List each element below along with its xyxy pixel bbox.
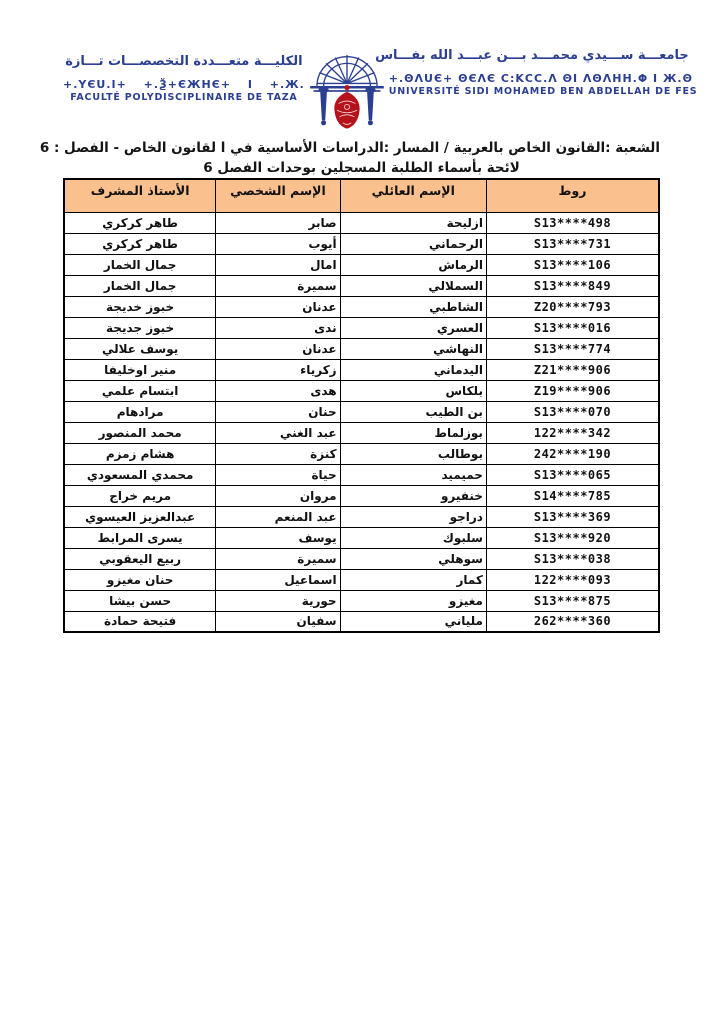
student-id: S13****106 — [486, 254, 659, 275]
student-family: خنفيرو — [340, 485, 486, 506]
student-id: S13****369 — [486, 506, 659, 527]
student-family: العسري — [340, 317, 486, 338]
student-supervisor: مريم خراج — [64, 485, 216, 506]
students-table — [63, 178, 660, 633]
student-supervisor: خبوز خديجة — [64, 296, 216, 317]
student-supervisor: حنان مغيزو — [64, 569, 216, 590]
student-id: S13****038 — [486, 548, 659, 569]
student-personal: عبد المنعم — [216, 506, 340, 527]
student-personal: كنزة — [216, 443, 340, 464]
student-id: 122****093 — [486, 569, 659, 590]
column-header-supervisor: الأستاذ المشرف — [64, 179, 216, 212]
student-family: بوطالب — [340, 443, 486, 464]
table-row — [64, 317, 659, 338]
student-personal: يوسف — [216, 527, 340, 548]
student-family: حميميد — [340, 464, 486, 485]
student-personal: سميرة — [216, 548, 340, 569]
table-row — [64, 485, 659, 506]
column-header-id: روط — [486, 179, 659, 212]
student-id: S13****849 — [486, 275, 659, 296]
student-personal: مروان — [216, 485, 340, 506]
student-family: كمار — [340, 569, 486, 590]
student-id: 242****190 — [486, 443, 659, 464]
student-supervisor: فتيحة حمادة — [64, 611, 216, 632]
student-supervisor: يوسف علالي — [64, 338, 216, 359]
letterhead — [63, 48, 698, 132]
student-id: 262****360 — [486, 611, 659, 632]
table-row — [64, 548, 659, 569]
student-family: مغيزو — [340, 590, 486, 611]
student-id: Z20****793 — [486, 296, 659, 317]
student-supervisor: محمدي المسعودي — [64, 464, 216, 485]
faculty-name-tifinagh: +.ΥЄU.Ι+ +.Ѯ+ЄЖΗЄ+ Ι +.Ж. — [63, 77, 305, 91]
student-family: بن الطيب — [340, 401, 486, 422]
table-row — [64, 401, 659, 422]
student-family: بلكاس — [340, 380, 486, 401]
student-personal: امال — [216, 254, 340, 275]
student-family: ازليحة — [340, 212, 486, 233]
faculty-name-french: FACULTÉ POLYDISCIPLINAIRE DE TAZA — [70, 92, 298, 104]
table-row — [64, 275, 659, 296]
student-id: Z21****906 — [486, 359, 659, 380]
student-table-body — [64, 212, 659, 632]
student-personal: اسماعيل — [216, 569, 340, 590]
student-family: النهاشي — [340, 338, 486, 359]
student-supervisor: جمال الخمار — [64, 254, 216, 275]
student-family: ملياني — [340, 611, 486, 632]
university-name-arabic: جامعـــة ســـيدي محمـــد بـــن عبـــد الله بفـــاس — [375, 48, 689, 63]
student-id: S13****016 — [486, 317, 659, 338]
student-supervisor: محمد المنصور — [64, 422, 216, 443]
student-personal: عدنان — [216, 296, 340, 317]
document-title-program: الشعبة :القانون الخاص بالعربية / المسار :الدراسات الأساسية في ا لقانون الخاص - الفصل : 6 — [39, 140, 660, 156]
student-id: S14****785 — [486, 485, 659, 506]
student-id: S13****070 — [486, 401, 659, 422]
column-header-family: الإسم العائلي — [340, 179, 486, 212]
student-supervisor: يسرى المرابط — [64, 527, 216, 548]
student-id: S13****498 — [486, 212, 659, 233]
table-row — [64, 296, 659, 317]
student-personal: هدى — [216, 380, 340, 401]
table-row — [64, 212, 659, 233]
table-row — [64, 590, 659, 611]
university-name-french: UNIVERSITÉ SIDI MOHAMED BEN ABDELLAH DE FES — [388, 86, 698, 98]
student-supervisor: خبوز جديجة — [64, 317, 216, 338]
table-row — [64, 422, 659, 443]
student-family: سلبوك — [340, 527, 486, 548]
student-family: الشاطبي — [340, 296, 486, 317]
student-supervisor: طاهر كركري — [64, 212, 216, 233]
faculty-name-arabic: الكليـــة متعـــددة التخصصـــات تـــازة — [65, 54, 303, 69]
student-personal: عدنان — [216, 338, 340, 359]
student-id: Z19****906 — [486, 380, 659, 401]
student-supervisor: منير اوخليفا — [64, 359, 216, 380]
student-personal: سفيان — [216, 611, 340, 632]
letterhead-faculty-block — [63, 48, 305, 105]
table-row — [64, 338, 659, 359]
table-row — [64, 359, 659, 380]
table-row — [64, 233, 659, 254]
student-id: S13****731 — [486, 233, 659, 254]
student-supervisor: ابتسام علمي — [64, 380, 216, 401]
student-personal: زكرياء — [216, 359, 340, 380]
table-row — [64, 443, 659, 464]
student-family: دراجو — [340, 506, 486, 527]
student-personal: أيوب — [216, 233, 340, 254]
table-row — [64, 611, 659, 632]
student-personal: حنان — [216, 401, 340, 422]
student-personal: صابر — [216, 212, 340, 233]
student-personal: سميرة — [216, 275, 340, 296]
student-id: 122****342 — [486, 422, 659, 443]
student-id: S13****774 — [486, 338, 659, 359]
letterhead-university-block — [375, 48, 698, 99]
student-personal: عبد الغني — [216, 422, 340, 443]
table-row — [64, 464, 659, 485]
student-id: S13****875 — [486, 590, 659, 611]
student-supervisor: هشام زمزم — [64, 443, 216, 464]
student-family: الرماش — [340, 254, 486, 275]
student-family: الرحماني — [340, 233, 486, 254]
student-id: S13****920 — [486, 527, 659, 548]
student-family: السملالي — [340, 275, 486, 296]
table-row — [64, 254, 659, 275]
table-row — [64, 527, 659, 548]
student-supervisor: ربيع اليعقوبي — [64, 548, 216, 569]
column-header-personal: الإسم الشخصي — [216, 179, 340, 212]
student-supervisor: عبدالعزيز العيسوي — [64, 506, 216, 527]
table-header-row — [64, 179, 659, 212]
university-name-tifinagh: +.ΘΛUЄ+ ΘЄΛЄ Ϲ:ΚϹϹ.Λ ΘΙ ΛΘΛΗΗ.Φ Ι Ж.Θ — [388, 71, 693, 85]
student-supervisor: حسن بيشا — [64, 590, 216, 611]
student-family: سوهلي — [340, 548, 486, 569]
student-id: S13****065 — [486, 464, 659, 485]
student-supervisor: جمال الخمار — [64, 275, 216, 296]
student-family: اليدماني — [340, 359, 486, 380]
student-personal: حورية — [216, 590, 340, 611]
student-supervisor: طاهر كركري — [64, 233, 216, 254]
student-supervisor: مرادهام — [64, 401, 216, 422]
table-row — [64, 569, 659, 590]
student-personal: ندى — [216, 317, 340, 338]
table-row — [64, 380, 659, 401]
table-row — [64, 506, 659, 527]
document-title-list: لائحة بأسماء الطلبة المسجلين بوحدات الفصل 6 — [203, 160, 520, 176]
student-family: بوزلماط — [340, 422, 486, 443]
student-personal: حياة — [216, 464, 340, 485]
